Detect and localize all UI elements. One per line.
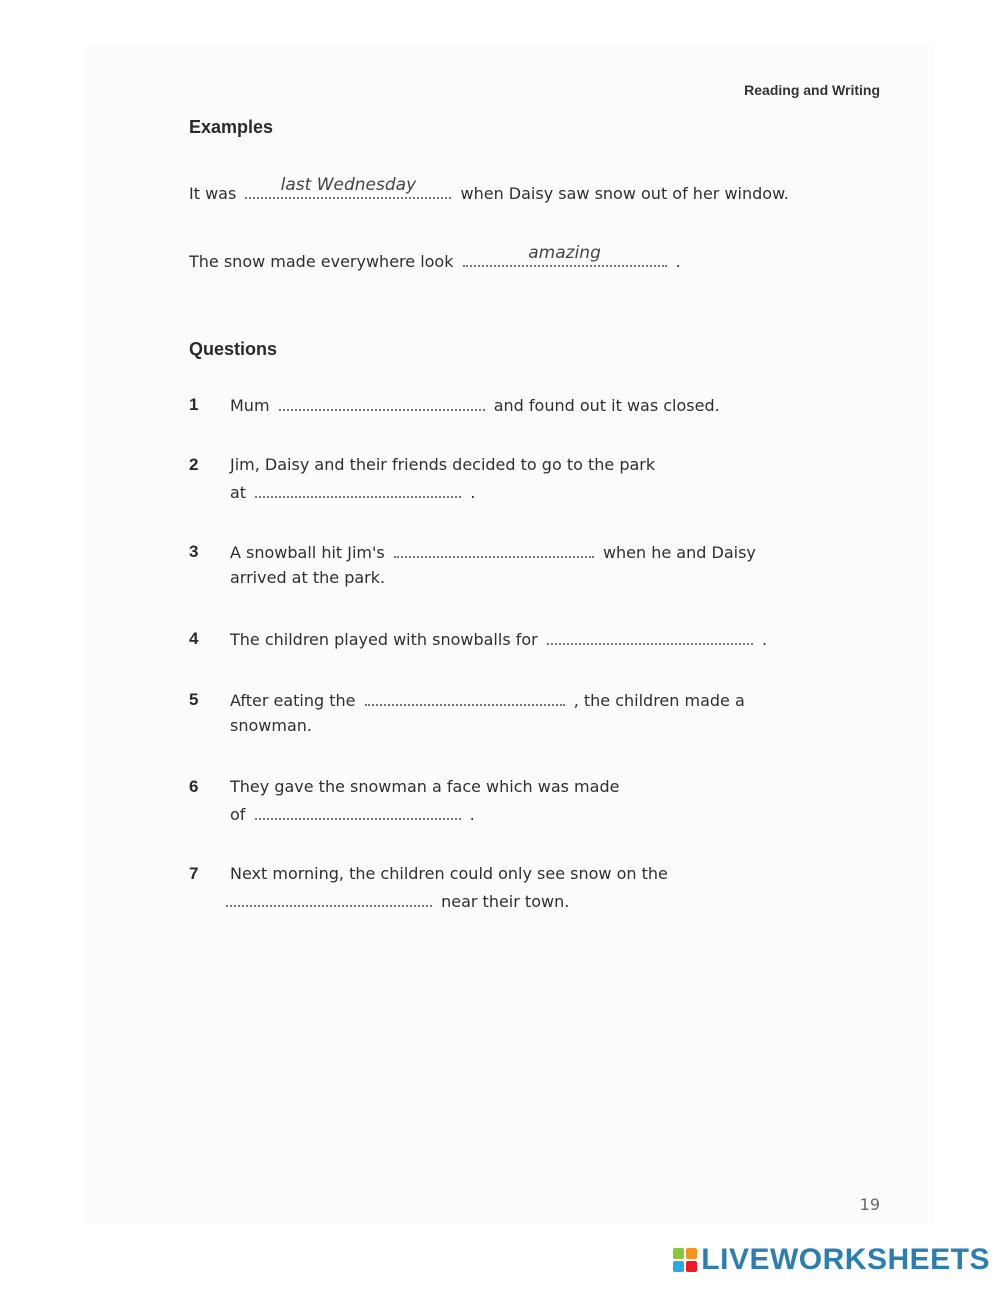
question-3-number: 3 bbox=[189, 542, 199, 561]
question-6-after: . bbox=[469, 805, 475, 824]
question-2-after: . bbox=[470, 483, 476, 502]
question-5-before: After eating the bbox=[230, 691, 356, 710]
question-4-before: The children played with snowballs for bbox=[230, 630, 538, 649]
question-1 bbox=[230, 395, 720, 416]
example-1-blank bbox=[245, 175, 451, 199]
question-4-after: . bbox=[761, 630, 768, 649]
question-4-answer-input[interactable] bbox=[547, 629, 753, 645]
question-7-number: 7 bbox=[189, 864, 199, 883]
question-3 bbox=[230, 542, 756, 563]
question-7-after: near their town. bbox=[441, 892, 570, 911]
question-3-answer-input[interactable] bbox=[394, 542, 594, 558]
section-header: Reading and Writing bbox=[744, 82, 880, 98]
example-1 bbox=[189, 175, 789, 204]
question-3-before: A snowball hit Jim's bbox=[230, 543, 385, 562]
question-1-number: 1 bbox=[189, 395, 199, 414]
question-6-before: of bbox=[230, 805, 246, 824]
question-4 bbox=[230, 629, 767, 650]
question-6 bbox=[230, 804, 475, 825]
examples-title: Examples bbox=[189, 117, 274, 137]
question-1-after: and found out it was closed. bbox=[493, 396, 720, 415]
question-3-after: when he and Daisy bbox=[602, 543, 756, 562]
question-2-answer-input[interactable] bbox=[255, 482, 461, 498]
example-2-answer: amazing bbox=[528, 243, 601, 263]
question-7-answer-input[interactable] bbox=[226, 891, 432, 907]
question-6-answer-input[interactable] bbox=[255, 804, 461, 820]
question-2-line1: Jim, Daisy and their friends decided to go to the park bbox=[230, 455, 656, 474]
question-1-before: Mum bbox=[230, 396, 270, 415]
question-5-line2: snowman. bbox=[230, 716, 312, 735]
example-1-before: It was bbox=[189, 184, 237, 203]
question-2 bbox=[230, 482, 475, 503]
example-1-after: when Daisy saw snow out of her window. bbox=[460, 184, 789, 203]
question-7-line1: Next morning, the children could only see snow on the bbox=[230, 864, 668, 883]
question-6-line1: They gave the snowman a face which was made bbox=[230, 777, 620, 796]
liveworksheets-brand: LIVEWORKSHEETS bbox=[701, 1243, 990, 1276]
question-2-before: at bbox=[230, 483, 247, 502]
question-7 bbox=[226, 891, 569, 912]
example-1-answer: last Wednesday bbox=[280, 175, 417, 195]
question-5 bbox=[230, 690, 745, 711]
question-5-number: 5 bbox=[189, 690, 199, 709]
example-2 bbox=[189, 243, 681, 272]
questions-title: Questions bbox=[189, 339, 278, 359]
question-2-number: 2 bbox=[189, 455, 199, 474]
question-6-number: 6 bbox=[189, 777, 199, 796]
question-1-answer-input[interactable] bbox=[279, 395, 485, 411]
example-2-after: . bbox=[675, 252, 681, 271]
question-4-number: 4 bbox=[189, 629, 199, 648]
page-number: 19 bbox=[859, 1195, 880, 1214]
example-2-before: The snow made everywhere look bbox=[189, 252, 454, 271]
liveworksheets-logo-icon bbox=[673, 1248, 697, 1272]
question-3-line2: arrived at the park. bbox=[230, 568, 386, 587]
question-5-answer-input[interactable] bbox=[365, 690, 565, 706]
example-2-blank bbox=[463, 243, 667, 267]
question-5-after: , the children made a bbox=[573, 691, 745, 710]
liveworksheets-logo bbox=[673, 1243, 990, 1277]
